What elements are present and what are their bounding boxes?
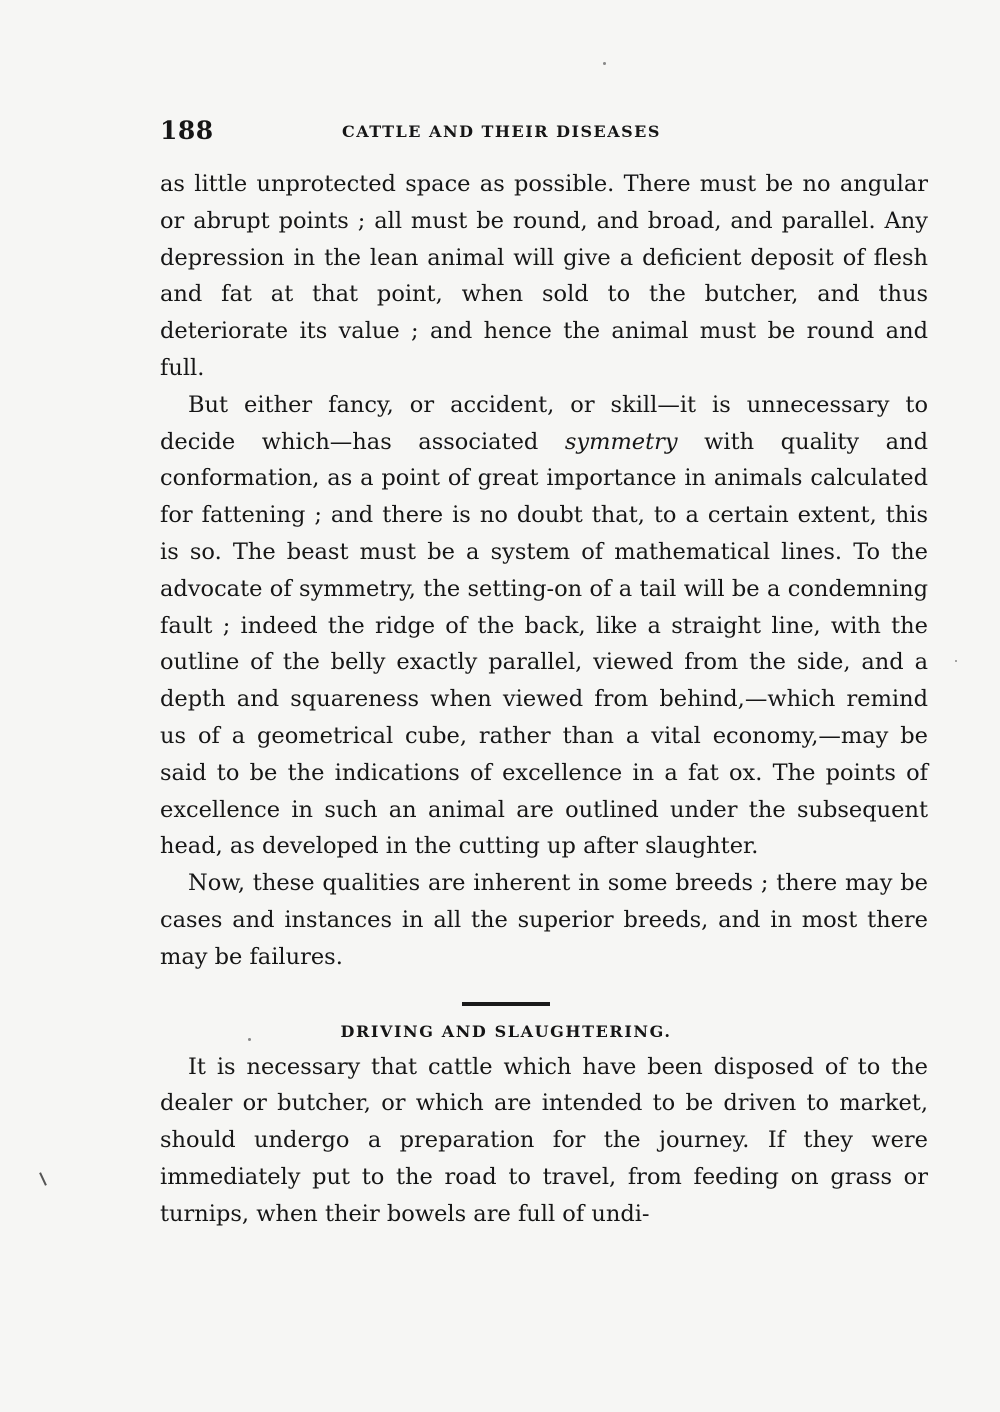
paragraph-symmetry-end: with quality and conformation, as a point of great importance in animals calculated for fattening ; and there is no doubt that, to a certain extent, this is so. The beast must be a system of mathematical lines. To the advocate of symmetry, the setting-on of a tail will be a condemning fault ; indeed the ridge of the back, like a straight line, with the outline of the belly exactly parallel, viewed from the side, and a depth and squareness when viewed from behind,—which remind us of a geometrical cube, rather than a vital economy,—may be said to be the indications of excellence in a fat ox. The points of excellence in such an animal are outlined under the subsequent head, as developed in the cutting up after slaughter. — [160, 428, 928, 860]
emphasis-symmetry: symmetry — [564, 428, 678, 455]
paragraph-continuation: as little unprotected space as possible. There must be no angular or abrupt points ; all must be round, and broad, and parallel. Any depression in the lean animal will give a deficient deposit of flesh and fat at that point, when sold to the butcher, and thus deteriorate its value ; and hence the animal must be round and full. — [160, 171, 928, 381]
section-heading: DRIVING AND SLAUGHTERING. — [340, 1021, 672, 1041]
print-speck — [955, 660, 957, 662]
paragraph-driving: It is necessary that cattle which have been disposed of to the dealer or butcher, or which are intended to be driven to market, should undergo a preparation for the journey. If they were immediately put to the road to travel, from feeding on grass or turnips, when their bowels are full of undi- — [160, 1053, 928, 1227]
running-head — [160, 116, 930, 150]
print-speck — [603, 62, 606, 65]
paragraph-breeds: Now, these qualities are inherent in some breeds ; there may be cases and instances in all the superior breeds, and in most there may be failures. — [160, 870, 928, 970]
book-title: CATTLE AND THEIR DISEASES — [342, 122, 661, 141]
page-number: 188 — [160, 116, 214, 145]
paragraph-symmetry-start: But either fancy, or accident, or skill—it is unnecessary to decide which—has associated — [160, 391, 928, 455]
body-text — [160, 166, 928, 1233]
section-divider — [462, 1002, 550, 1006]
print-speck — [248, 1038, 251, 1041]
print-speck — [39, 1172, 47, 1186]
paragraph-symmetry — [160, 387, 928, 865]
